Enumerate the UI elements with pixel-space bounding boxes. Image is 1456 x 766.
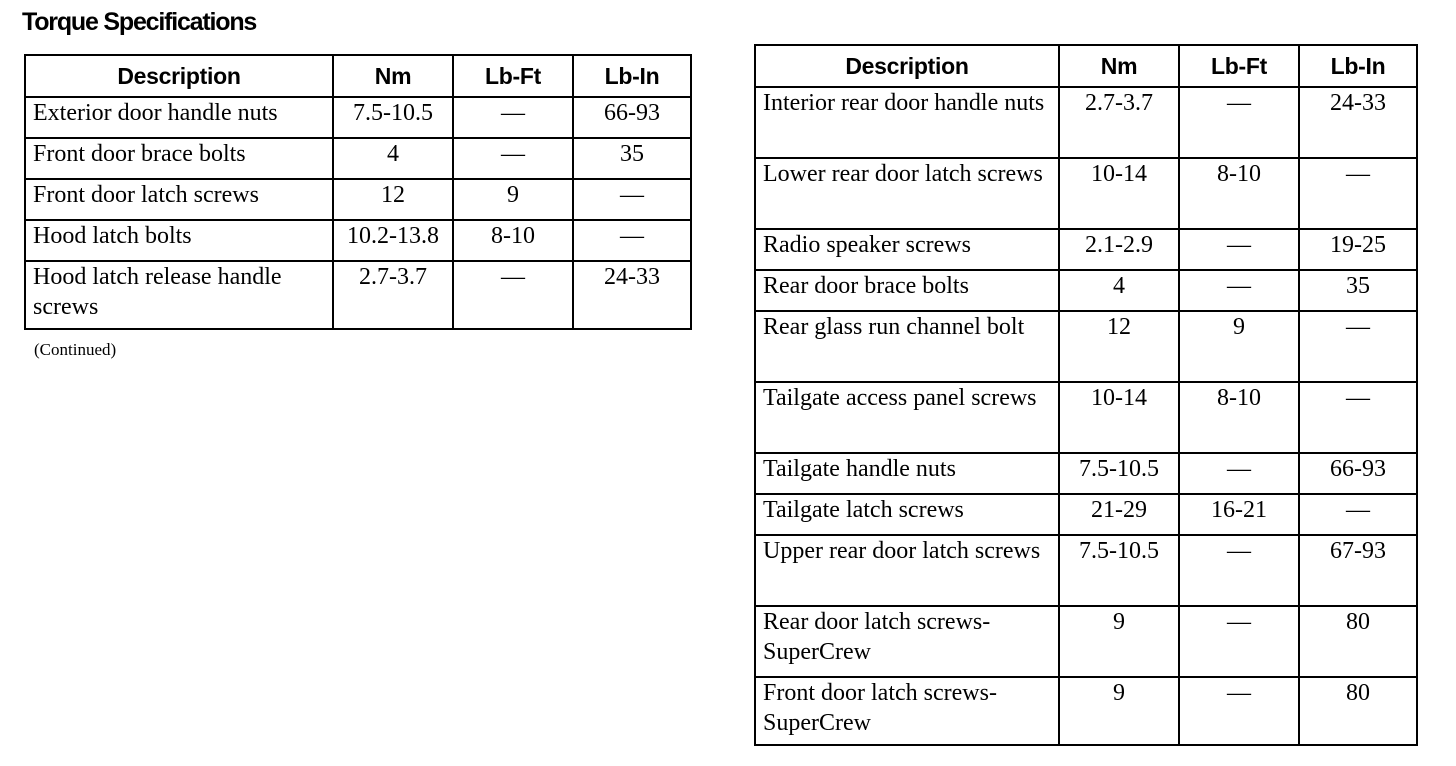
row-lb-ft: —: [1179, 453, 1299, 494]
row-description: Front door brace bolts: [25, 138, 333, 179]
column-header-description: Description: [25, 55, 333, 97]
column-header-description: Description: [755, 45, 1059, 87]
row-lb-in: 66-93: [1299, 453, 1417, 494]
row-lb-in: —: [1299, 494, 1417, 535]
row-nm: 10-14: [1059, 382, 1179, 453]
row-lb-ft: 9: [1179, 311, 1299, 382]
row-nm: 4: [333, 138, 453, 179]
row-lb-in: 24-33: [573, 261, 691, 329]
row-lb-in: 19-25: [1299, 229, 1417, 270]
row-lb-in: —: [1299, 311, 1417, 382]
row-nm: 10-14: [1059, 158, 1179, 229]
table-row: [755, 270, 1417, 311]
row-description: Hood latch release handle screws: [25, 261, 333, 329]
row-lb-ft: —: [453, 138, 573, 179]
column-header-nm: Nm: [333, 55, 453, 97]
row-nm: 2.7-3.7: [333, 261, 453, 329]
row-description: Hood latch bolts: [25, 220, 333, 261]
row-description: Tailgate handle nuts: [755, 453, 1059, 494]
table-row: [25, 138, 691, 179]
column-header-lb-ft: Lb-Ft: [1179, 45, 1299, 87]
torque-table-left: [24, 54, 692, 330]
table-row: [755, 535, 1417, 606]
row-lb-ft: 8-10: [1179, 382, 1299, 453]
row-lb-in: 80: [1299, 606, 1417, 677]
table-header-row: [25, 55, 691, 97]
row-lb-ft: 9: [453, 179, 573, 220]
row-description: Rear door latch screws-SuperCrew: [755, 606, 1059, 677]
row-lb-ft: —: [1179, 87, 1299, 158]
row-description: Interior rear door handle nuts: [755, 87, 1059, 158]
row-lb-ft: 8-10: [453, 220, 573, 261]
row-nm: 7.5-10.5: [1059, 535, 1179, 606]
row-description: Tailgate latch screws: [755, 494, 1059, 535]
row-description: Lower rear door latch screws: [755, 158, 1059, 229]
row-lb-in: —: [1299, 382, 1417, 453]
row-lb-ft: 16-21: [1179, 494, 1299, 535]
row-lb-in: 67-93: [1299, 535, 1417, 606]
row-description: Front door latch screws-SuperCrew: [755, 677, 1059, 745]
table-row: [755, 453, 1417, 494]
row-lb-in: 80: [1299, 677, 1417, 745]
row-lb-ft: —: [1179, 606, 1299, 677]
table-row: [755, 494, 1417, 535]
table-row: [755, 158, 1417, 229]
row-lb-ft: —: [1179, 270, 1299, 311]
row-nm: 9: [1059, 677, 1179, 745]
row-description: Radio speaker screws: [755, 229, 1059, 270]
continued-note: (Continued): [34, 340, 117, 359]
row-lb-in: —: [1299, 158, 1417, 229]
column-header-lb-in: Lb-In: [573, 55, 691, 97]
row-description: Tailgate access panel screws: [755, 382, 1059, 453]
table-row: [25, 261, 691, 329]
row-lb-ft: —: [1179, 677, 1299, 745]
table-row: [755, 382, 1417, 453]
table-row: [755, 87, 1417, 158]
row-description: Upper rear door latch screws: [755, 535, 1059, 606]
row-lb-ft: —: [453, 97, 573, 138]
row-nm: 12: [333, 179, 453, 220]
row-nm: 21-29: [1059, 494, 1179, 535]
table-row: [25, 179, 691, 220]
row-description: Front door latch screws: [25, 179, 333, 220]
row-description: Rear door brace bolts: [755, 270, 1059, 311]
row-nm: 2.1-2.9: [1059, 229, 1179, 270]
row-lb-ft: 8-10: [1179, 158, 1299, 229]
page-title: Torque Specifications: [22, 8, 257, 36]
row-lb-ft: —: [1179, 229, 1299, 270]
table-row: [755, 229, 1417, 270]
row-description: Exterior door handle nuts: [25, 97, 333, 138]
table-row: [25, 220, 691, 261]
column-header-nm: Nm: [1059, 45, 1179, 87]
row-nm: 7.5-10.5: [333, 97, 453, 138]
row-lb-in: —: [573, 179, 691, 220]
table-row: [755, 677, 1417, 745]
row-nm: 10.2-13.8: [333, 220, 453, 261]
row-nm: 7.5-10.5: [1059, 453, 1179, 494]
row-nm: 4: [1059, 270, 1179, 311]
row-description: Rear glass run channel bolt: [755, 311, 1059, 382]
column-header-lb-in: Lb-In: [1299, 45, 1417, 87]
row-nm: 12: [1059, 311, 1179, 382]
table-row: [755, 606, 1417, 677]
table-row: [25, 97, 691, 138]
row-nm: 9: [1059, 606, 1179, 677]
row-nm: 2.7-3.7: [1059, 87, 1179, 158]
torque-table-right: [754, 44, 1418, 746]
row-lb-in: 24-33: [1299, 87, 1417, 158]
row-lb-in: 35: [1299, 270, 1417, 311]
row-lb-in: —: [573, 220, 691, 261]
column-header-lb-ft: Lb-Ft: [453, 55, 573, 97]
table-row: [755, 311, 1417, 382]
row-lb-ft: —: [1179, 535, 1299, 606]
row-lb-ft: —: [453, 261, 573, 329]
row-lb-in: 66-93: [573, 97, 691, 138]
row-lb-in: 35: [573, 138, 691, 179]
table-header-row: [755, 45, 1417, 87]
